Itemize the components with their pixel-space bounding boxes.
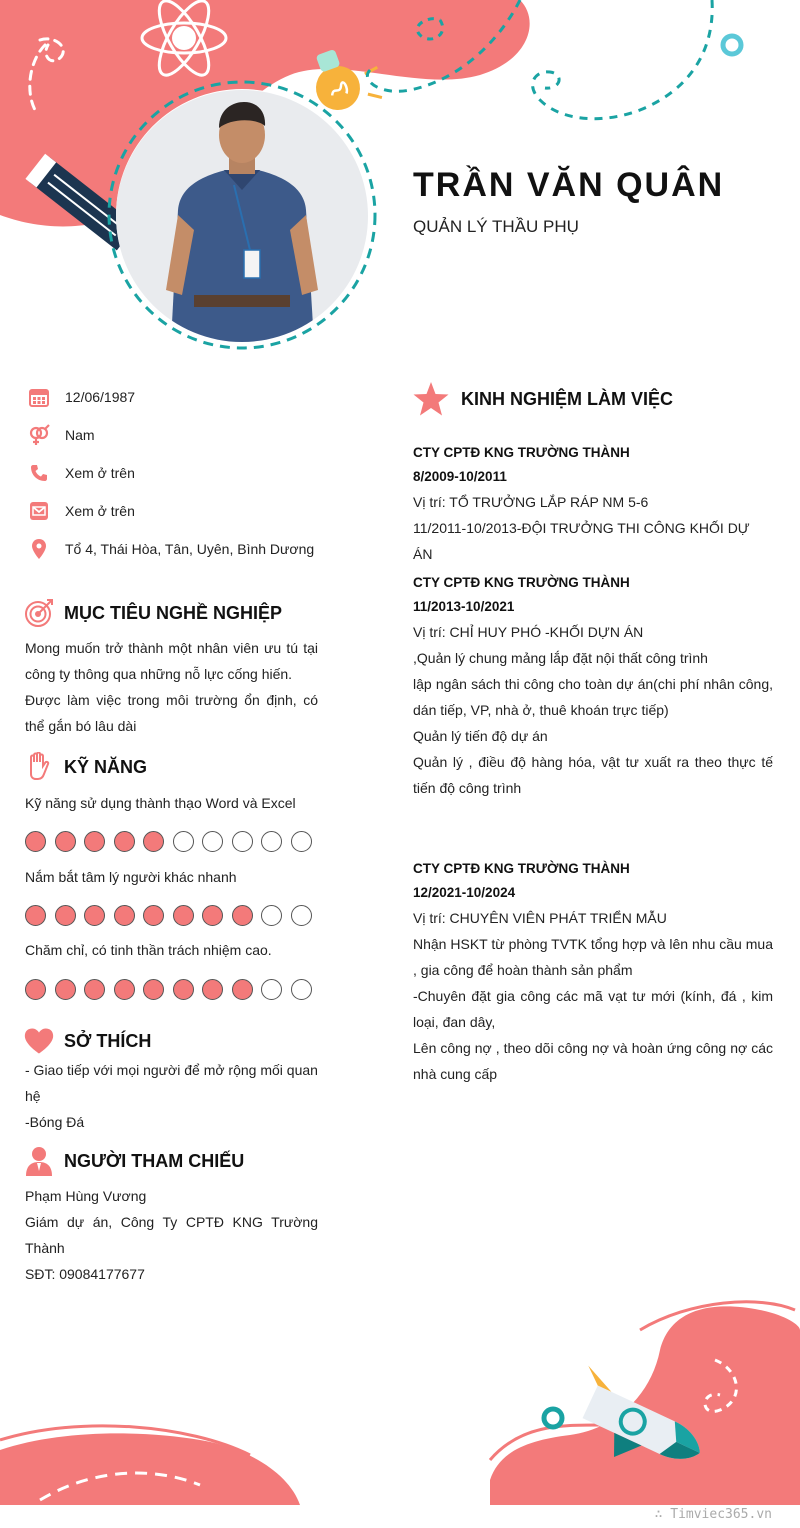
skills-heading bbox=[24, 752, 147, 782]
gender-value: Nam bbox=[65, 427, 95, 443]
job-title: QUẢN LÝ THẦU PHỤ bbox=[413, 217, 579, 236]
contact-phone bbox=[28, 460, 348, 486]
star-icon bbox=[413, 381, 449, 417]
experience-item bbox=[413, 441, 773, 567]
rating-dot-filled bbox=[143, 905, 164, 926]
skill-name: Nắm bắt tâm lý người khác nhanh bbox=[25, 869, 237, 885]
experience-item bbox=[413, 857, 773, 1087]
rating-dot-empty bbox=[173, 831, 194, 852]
watermark: ∴ Timviec365.vn bbox=[654, 1507, 772, 1522]
rating-dot-empty bbox=[232, 831, 253, 852]
experience-line: Vị trí: CHỈ HUY PHÓ -KHỐI DỰN ÁN bbox=[413, 624, 644, 640]
objective-line: Mong muốn trở thành một nhân viên ưu tú tại công ty thông qua những nỗ lực cống hiến. bbox=[25, 640, 318, 682]
experience-title: KINH NGHIỆM LÀM VIỆC bbox=[461, 388, 674, 409]
profile-photo bbox=[116, 90, 368, 342]
skills-title: KỸ NĂNG bbox=[64, 756, 148, 777]
experience-line: 11/2011-10/2013-ĐỘI TRƯỞNG THI CÔNG KHỐI DỰ ÁN bbox=[413, 520, 750, 562]
rating-dot-filled bbox=[232, 905, 253, 926]
rating-dot-filled bbox=[55, 979, 76, 1000]
rating-dot-filled bbox=[55, 905, 76, 926]
rating-dot-filled bbox=[114, 831, 135, 852]
objective-text bbox=[25, 635, 318, 739]
email-icon bbox=[28, 500, 50, 522]
reference-role: Giám dự án, Công Ty CPTĐ KNG Trường Thành bbox=[25, 1214, 318, 1256]
location-icon bbox=[28, 538, 50, 560]
rating-dot-filled bbox=[173, 979, 194, 1000]
contact-birthday bbox=[28, 384, 348, 410]
objective-heading bbox=[24, 598, 282, 628]
person-icon bbox=[24, 1146, 54, 1176]
experience-line: -Chuyên đặt gia công các mã vạt tư mới (kính, đá , kim loại, đan dây, bbox=[413, 988, 773, 1030]
company-name: CTY CPTĐ KNG TRƯỜNG THÀNH bbox=[413, 575, 630, 590]
skill-rating bbox=[25, 831, 312, 852]
rating-dot-empty bbox=[291, 979, 312, 1000]
hobby-line: -Bóng Đá bbox=[25, 1114, 85, 1130]
company-name: CTY CPTĐ KNG TRƯỜNG THÀNH bbox=[413, 861, 630, 876]
skill-rating bbox=[25, 905, 312, 926]
rating-dot-empty bbox=[202, 831, 223, 852]
contact-address bbox=[28, 536, 348, 562]
reference-name: Phạm Hùng Vương bbox=[25, 1188, 147, 1204]
rating-dot-filled bbox=[25, 979, 46, 1000]
hobbies-heading bbox=[24, 1026, 151, 1056]
calendar-icon bbox=[28, 386, 50, 408]
rating-dot-empty bbox=[291, 905, 312, 926]
reference-phone: SĐT: 09084177677 bbox=[25, 1266, 145, 1282]
rating-dot-empty bbox=[261, 905, 282, 926]
gender-icon bbox=[28, 424, 50, 446]
hand-icon bbox=[24, 752, 54, 782]
experience-line: Quản lý , điều độ hàng hóa, vật tư xuất ra theo thực tế tiến độ công trình bbox=[413, 754, 773, 796]
skill-name: Chăm chỉ, có tinh thần trách nhiệm cao. bbox=[25, 942, 272, 958]
rating-dot-filled bbox=[143, 831, 164, 852]
experience-line: ,Quản lý chung mảng lắp đặt nội thất công trình bbox=[413, 650, 708, 666]
phone-icon bbox=[28, 462, 50, 484]
experience-item bbox=[413, 571, 773, 801]
work-period: 11/2013-10/2021 bbox=[413, 599, 515, 614]
rating-dot-filled bbox=[25, 831, 46, 852]
contact-gender bbox=[28, 422, 348, 448]
hobbies-text bbox=[25, 1057, 318, 1135]
reference-title: NGƯỜI THAM CHIẾU bbox=[64, 1150, 245, 1171]
phone-value: Xem ở trên bbox=[65, 465, 135, 481]
rating-dot-empty bbox=[291, 831, 312, 852]
objective-line: Được làm việc trong môi trường ổn định, có thể gắn bó lâu dài bbox=[25, 692, 318, 734]
rating-dot-filled bbox=[84, 979, 105, 1000]
experience-line: lập ngân sách thi công cho toàn dự án(chi phí nhân công, dán tiếp, VP, nhà ở, thuê khoán trực tiếp) bbox=[413, 676, 773, 718]
hobbies-title: SỞ THÍCH bbox=[64, 1030, 152, 1051]
experience-heading bbox=[413, 381, 673, 417]
work-period: 12/2021-10/2024 bbox=[413, 885, 516, 900]
experience-line: Lên công nợ , theo dõi công nợ và hoàn ứng công nợ các nhà cung cấp bbox=[413, 1040, 773, 1082]
rating-dot-filled bbox=[84, 905, 105, 926]
rating-dot-filled bbox=[55, 831, 76, 852]
experience-line: Vị trí: TỔ TRƯỞNG LẮP RÁP NM 5-6 bbox=[413, 494, 649, 510]
skill-name: Kỹ năng sử dụng thành thạo Word và Excel bbox=[25, 795, 296, 811]
rating-dot-filled bbox=[25, 905, 46, 926]
candidate-name: TRẦN VĂN QUÂN bbox=[413, 166, 725, 204]
contact-email bbox=[28, 498, 348, 524]
rating-dot-filled bbox=[143, 979, 164, 1000]
experience-line: Quản lý tiến độ dự án bbox=[413, 728, 548, 744]
birthday-value: 12/06/1987 bbox=[65, 389, 136, 405]
rating-dot-filled bbox=[114, 979, 135, 1000]
ring-dot-bottom bbox=[544, 1409, 562, 1427]
email-value: Xem ở trên bbox=[65, 503, 135, 519]
rating-dot-empty bbox=[261, 979, 282, 1000]
hobby-line: - Giao tiếp với mọi người để mở rộng mối quan hệ bbox=[25, 1062, 318, 1104]
dashed-curve-right bbox=[533, 0, 713, 119]
heart-icon bbox=[24, 1026, 54, 1056]
experience-line: Nhận HSKT từ phòng TVTK tổng hợp và lên nhu cầu mua , gia công để hoàn thành sản phẩm bbox=[413, 936, 773, 978]
reference-heading bbox=[24, 1146, 244, 1176]
pink-blob-bottom-left bbox=[0, 1433, 300, 1505]
rating-dot-filled bbox=[114, 905, 135, 926]
ring-dot bbox=[723, 36, 741, 54]
objective-title: MỤC TIÊU NGHỀ NGHIỆP bbox=[64, 602, 283, 623]
pink-blob-bottom-right bbox=[490, 1306, 800, 1505]
company-name: CTY CPTĐ KNG TRƯỜNG THÀNH bbox=[413, 445, 630, 460]
target-icon bbox=[24, 598, 54, 628]
rating-dot-filled bbox=[202, 979, 223, 1000]
rating-dot-filled bbox=[202, 905, 223, 926]
experience-line: Vị trí: CHUYÊN VIÊN PHÁT TRIỂN MẪU bbox=[413, 910, 667, 926]
rating-dot-filled bbox=[232, 979, 253, 1000]
reference-text bbox=[25, 1183, 318, 1287]
address-value: Tổ 4, Thái Hòa, Tân, Uyên, Bình Dương bbox=[65, 541, 315, 557]
footer-decoration bbox=[0, 1290, 800, 1505]
skill-rating bbox=[25, 979, 312, 1000]
work-period: 8/2009-10/2011 bbox=[413, 469, 507, 484]
rating-dot-empty bbox=[261, 831, 282, 852]
rating-dot-filled bbox=[84, 831, 105, 852]
rating-dot-filled bbox=[173, 905, 194, 926]
